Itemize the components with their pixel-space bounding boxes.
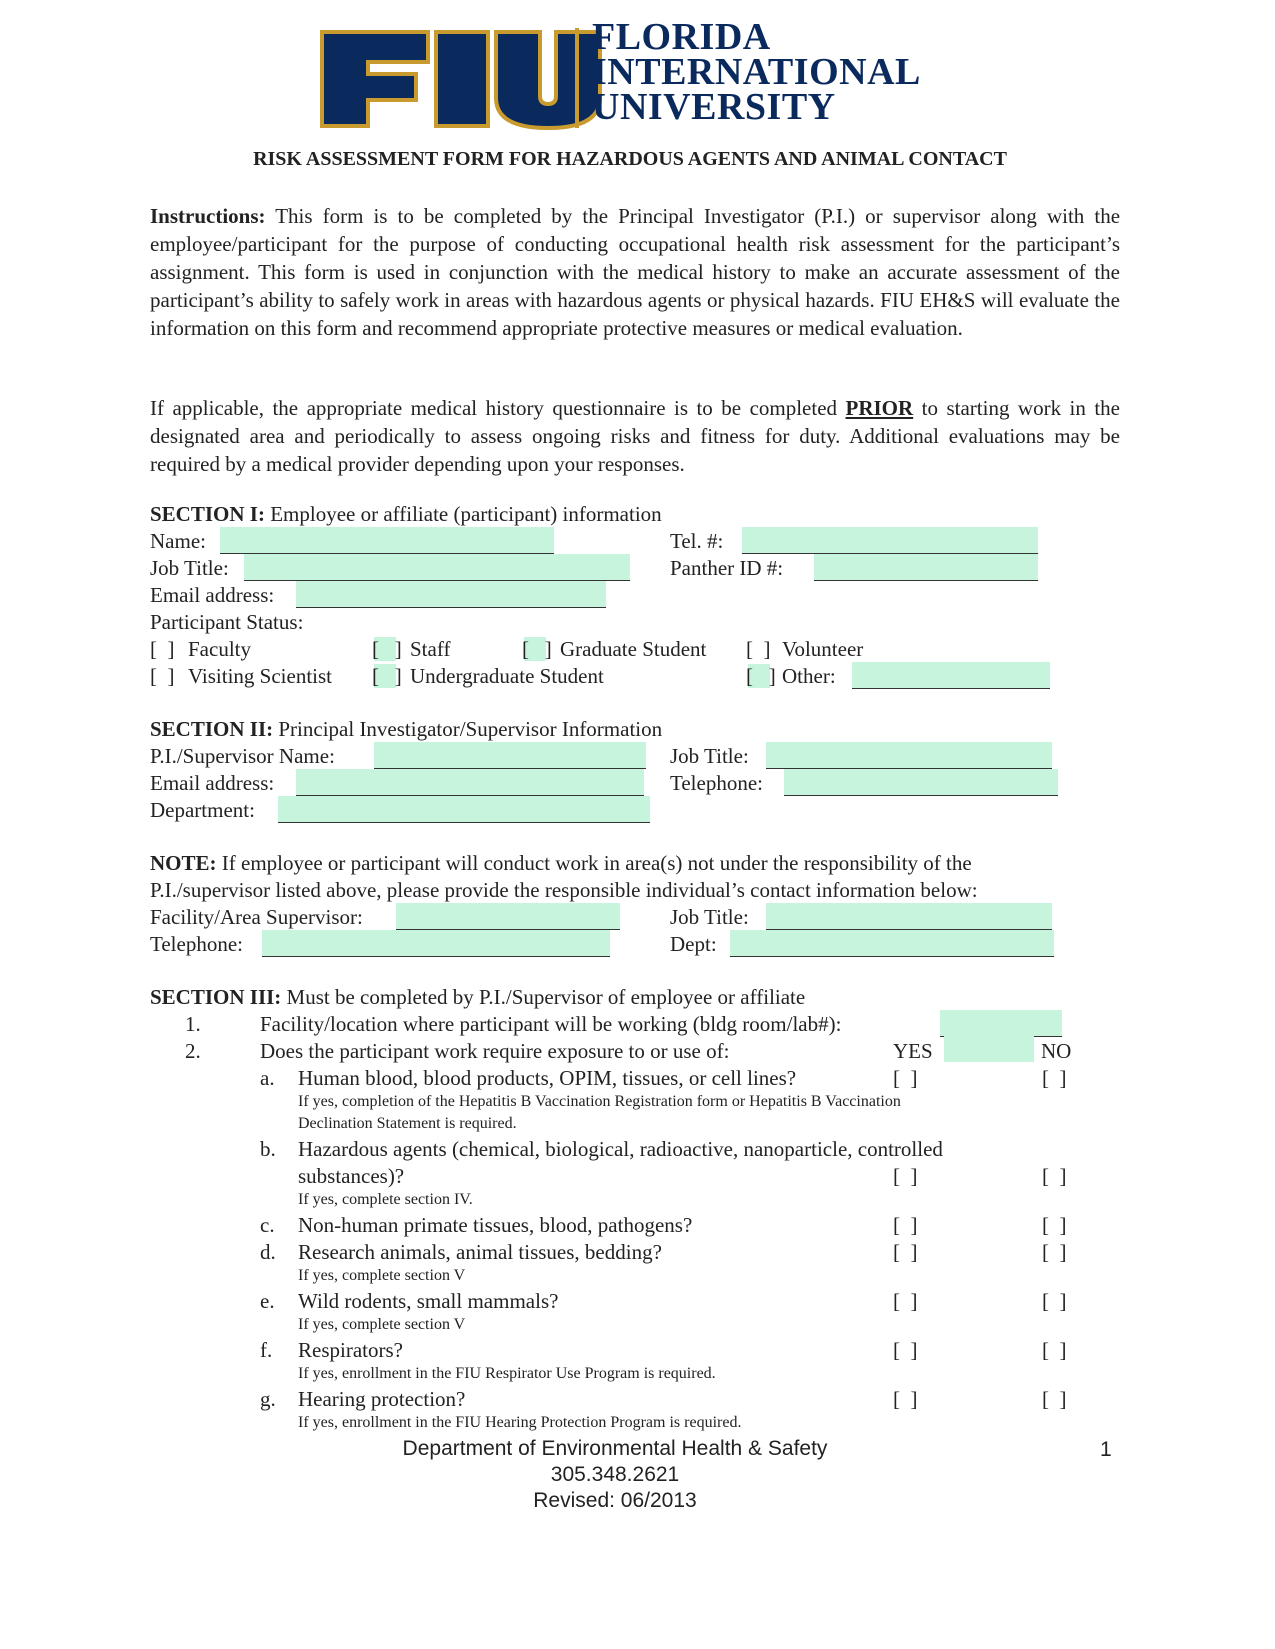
item-d-no-checkbox[interactable]: [ ] — [1042, 1240, 1067, 1264]
job-title-field[interactable] — [244, 554, 630, 581]
section2-heading — [150, 716, 662, 743]
footer — [395, 1436, 835, 1514]
section1-heading — [150, 501, 662, 528]
item-c-letter: c. — [260, 1213, 275, 1237]
q1-number: 1. — [185, 1012, 201, 1036]
status-visiting-label: Visiting Scientist — [188, 664, 332, 688]
facility-supervisor-label: Facility/Area Supervisor: — [150, 905, 363, 929]
logo-line-2: INTERNATIONAL — [592, 51, 921, 93]
pi-email-label: Email address: — [150, 771, 275, 795]
status-volunteer-checkbox[interactable]: [ ] — [746, 637, 771, 661]
note-line-2: P.I./supervisor listed above, please provide the responsible individual’s contact information below: — [150, 878, 978, 902]
logo-line-1: FLORIDA — [592, 16, 771, 58]
facility-job-title-label: Job Title: — [670, 905, 749, 929]
facility-supervisor-field[interactable] — [396, 903, 620, 930]
item-f-text: Respirators? — [298, 1338, 403, 1362]
prior-emphasis: PRIOR — [845, 396, 914, 420]
item-a-yes-checkbox[interactable]: [ ] — [893, 1066, 918, 1090]
status-staff-label: Staff — [410, 637, 451, 661]
item-f-note: If yes, enrollment in the FIU Respirator Use Program is required. — [298, 1365, 716, 1382]
section3-heading-label: SECTION III: — [150, 985, 282, 1009]
item-b-no-checkbox[interactable]: [ ] — [1042, 1164, 1067, 1188]
note-line-1 — [150, 850, 972, 877]
item-b-yes-checkbox[interactable]: [ ] — [893, 1164, 918, 1188]
facility-telephone-field[interactable] — [262, 930, 610, 957]
status-other-field[interactable] — [852, 662, 1050, 689]
tel-field[interactable] — [742, 527, 1038, 554]
note-label: NOTE: — [150, 851, 217, 875]
item-b-letter: b. — [260, 1137, 276, 1161]
logo-wordmark — [592, 16, 921, 128]
name-label: Name: — [150, 529, 206, 553]
footer-phone: 305.348.2621 — [550, 1463, 680, 1486]
pi-telephone-field[interactable] — [784, 769, 1058, 796]
item-c-text: Non-human primate tissues, blood, pathogens? — [298, 1213, 693, 1237]
item-a-note: If yes, completion of the Hepatitis B Vaccination Registration form or Hepatitis B Vaccination — [298, 1093, 901, 1110]
email-label: Email address: — [150, 583, 275, 607]
status-faculty-checkbox[interactable]: [ ] — [150, 637, 175, 661]
status-other-brackets: [ ] — [746, 664, 776, 688]
item-d-text: Research animals, animal tissues, bedding? — [298, 1240, 662, 1264]
facility-dept-label: Dept: — [670, 932, 717, 956]
status-visiting-checkbox[interactable]: [ ] — [150, 664, 175, 688]
item-a-letter: a. — [260, 1066, 275, 1090]
q2-number: 2. — [185, 1039, 201, 1063]
item-g-note: If yes, enrollment in the FIU Hearing Protection Program is required. — [298, 1414, 742, 1431]
item-e-no-checkbox[interactable]: [ ] — [1042, 1289, 1067, 1313]
status-volunteer-label: Volunteer — [782, 637, 864, 661]
logo-line-3: UNIVERSITY — [592, 86, 836, 128]
item-b-note: If yes, complete section IV. — [298, 1191, 473, 1208]
pi-email-field[interactable] — [296, 769, 644, 796]
pi-job-title-field[interactable] — [766, 742, 1052, 769]
item-g-letter: g. — [260, 1387, 276, 1411]
email-field[interactable] — [296, 581, 606, 608]
q2-text: Does the participant work require exposure to or use of: — [260, 1039, 730, 1063]
item-e-text: Wild rodents, small mammals? — [298, 1289, 559, 1313]
item-d-letter: d. — [260, 1240, 276, 1264]
instructions-text: This form is to be completed by the Principal Investigator (P.I.) or supervisor along with the employee/participant for the purpose of conducting occupational health risk assessment for the participant’s assignment. This form is used in conjunction with the medical history to make an accurate assessment of the participant’s ability to safely work in areas with hazardous agents or physical hazards. FIU EH&S will evaluate the information on this form and recommend appropriate protective measures or medical evaluation. — [150, 204, 1121, 340]
item-b-text-2: substances)? — [298, 1164, 405, 1188]
pi-name-field[interactable] — [374, 742, 646, 769]
logo-divider — [575, 28, 579, 128]
item-f-yes-checkbox[interactable]: [ ] — [893, 1338, 918, 1362]
status-undergrad-brackets: [ ] — [372, 664, 402, 688]
item-c-yes-checkbox[interactable]: [ ] — [893, 1213, 918, 1237]
panther-id-field[interactable] — [814, 554, 1038, 581]
item-d-note: If yes, complete section V — [298, 1267, 466, 1284]
yes-no-gap-field — [944, 1036, 1034, 1062]
section3-heading — [150, 984, 805, 1011]
section1-heading-label: SECTION I: — [150, 502, 265, 526]
section2-subtitle: Principal Investigator/Supervisor Information — [278, 717, 663, 741]
section3-subtitle: Must be completed by P.I./Supervisor of employee or affiliate — [286, 985, 806, 1009]
item-g-text: Hearing protection? — [298, 1387, 466, 1411]
facility-location-field[interactable] — [940, 1010, 1062, 1037]
item-e-letter: e. — [260, 1289, 275, 1313]
item-b-text: Hazardous agents (chemical, biological, radioactive, nanoparticle, controlled — [298, 1137, 943, 1161]
job-title-label: Job Title: — [150, 556, 229, 580]
tel-label: Tel. #: — [670, 529, 724, 553]
section2-heading-label: SECTION II: — [150, 717, 274, 741]
note-line1-text: If employee or participant will conduct work in area(s) not under the responsibility of the — [221, 851, 972, 875]
name-field[interactable] — [220, 527, 554, 554]
item-a-text: Human blood, blood products, OPIM, tissues, or cell lines? — [298, 1066, 797, 1090]
pi-telephone-label: Telephone: — [670, 771, 763, 795]
footer-department: Department of Environmental Health & Safety — [402, 1437, 828, 1460]
no-header: NO — [1041, 1039, 1072, 1063]
applicable-text-before: If applicable, the appropriate medical history questionnaire is to be completed — [150, 396, 838, 420]
q1-text: Facility/location where participant will be working (bldg room/lab#): — [260, 1012, 842, 1036]
instructions-label: Instructions: — [150, 204, 266, 228]
status-undergrad-label: Undergraduate Student — [410, 664, 604, 688]
facility-job-title-field[interactable] — [766, 903, 1052, 930]
footer-revised: Revised: 06/2013 — [533, 1489, 697, 1512]
participant-status-label: Participant Status: — [150, 610, 304, 634]
pi-department-label: Department: — [150, 798, 255, 822]
item-e-yes-checkbox[interactable]: [ ] — [893, 1289, 918, 1313]
page-number: 1 — [1100, 1438, 1112, 1461]
item-f-letter: f. — [260, 1338, 273, 1362]
item-d-yes-checkbox[interactable]: [ ] — [893, 1240, 918, 1264]
item-c-no-checkbox[interactable]: [ ] — [1042, 1213, 1067, 1237]
pi-name-label: P.I./Supervisor Name: — [150, 744, 335, 768]
form-title: RISK ASSESSMENT FORM FOR HAZARDOUS AGENTS AND ANIMAL CONTACT — [253, 148, 1007, 170]
item-a-no-checkbox[interactable]: [ ] — [1042, 1066, 1067, 1090]
item-g-yes-checkbox[interactable]: [ ] — [893, 1387, 918, 1411]
item-a-note-2: Declination Statement is required. — [298, 1115, 517, 1132]
yes-header: YES — [893, 1039, 933, 1063]
facility-telephone-label: Telephone: — [150, 932, 243, 956]
item-e-note: If yes, complete section V — [298, 1316, 466, 1333]
item-f-no-checkbox[interactable]: [ ] — [1042, 1338, 1067, 1362]
status-grad-label: Graduate Student — [560, 637, 707, 661]
panther-id-label: Panther ID #: — [670, 556, 784, 580]
status-staff-brackets: [ ] — [372, 637, 402, 661]
pi-job-title-label: Job Title: — [670, 744, 749, 768]
applicable-text-after: to starting work in the designated area and periodically to assess ongoing risks and fitness for duty. Additional evaluations may be required by a medical provider depending upon your responses. — [150, 396, 1120, 476]
item-g-no-checkbox[interactable]: [ ] — [1042, 1387, 1067, 1411]
facility-dept-field[interactable] — [730, 930, 1054, 957]
section1-subtitle: Employee or affiliate (participant) information — [270, 502, 662, 526]
status-faculty-label: Faculty — [188, 637, 251, 661]
status-other-label: Other: — [782, 664, 836, 688]
applicable-paragraph — [150, 394, 1120, 478]
instructions-paragraph — [150, 202, 1120, 342]
pi-department-field[interactable] — [278, 796, 650, 823]
status-grad-brackets: [ ] — [522, 637, 552, 661]
